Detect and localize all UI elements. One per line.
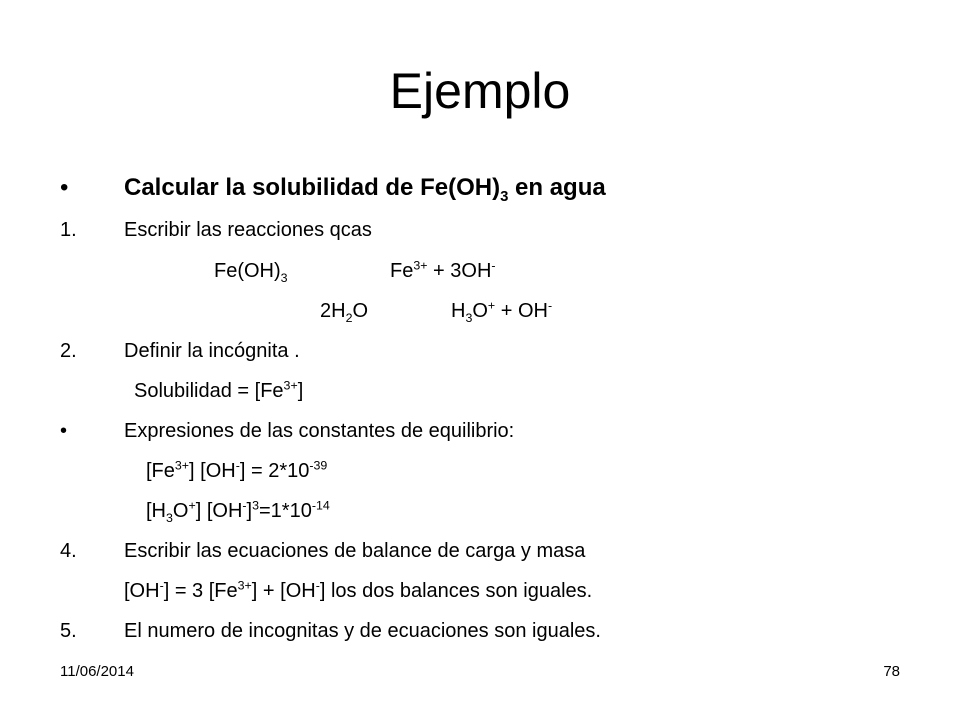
balance-c: ] + [OH <box>251 580 316 602</box>
expr-1-c-sup: -39 <box>309 458 328 473</box>
step-5-text: El numero de incognitas y de ecuaciones son iguales. <box>124 620 601 642</box>
reaction-1-product-b-sup: - <box>491 258 496 273</box>
expr-2-e: =1*10 <box>259 500 312 522</box>
reaction-1-reactant-sub: 3 <box>280 271 288 285</box>
step-2-text: Definir la incógnita . <box>124 340 300 362</box>
reaction-2-product-sub: 3 <box>465 311 473 325</box>
step-4-text: Escribir las ecuaciones de balance de carga y masa <box>124 540 586 562</box>
solubility-sup: 3+ <box>283 378 298 393</box>
heading-subscript: 3 <box>500 188 509 205</box>
expressions-label: Expresiones de las constantes de equilibrio: <box>124 420 515 442</box>
expr-2-e-sup: -14 <box>311 498 330 513</box>
expr-2-b-sup: + <box>188 498 196 513</box>
expr-2-b: O <box>172 500 189 522</box>
step-number-4: 4. <box>60 540 77 562</box>
equilibrium-expression-2 <box>146 498 330 524</box>
equilibrium-expression-1 <box>146 458 327 484</box>
solubility-text: Solubilidad = [Fe <box>134 380 284 402</box>
reaction-2-reactant-b: O <box>352 300 369 322</box>
bullet-marker-2: • <box>60 420 68 442</box>
reaction-2-products <box>451 298 552 324</box>
step-number-5: 5. <box>60 620 77 642</box>
reaction-2-product-b: O <box>472 300 488 322</box>
expr-2-a-sub: 3 <box>166 511 173 525</box>
reaction-2-product-c: + OH <box>495 300 548 322</box>
balance-b: ] = 3 [Fe <box>163 580 238 602</box>
heading-text-end: en agua <box>508 174 606 201</box>
reaction-2-product-sup2: - <box>547 298 553 313</box>
expr-2-c-sup: - <box>242 498 247 513</box>
solubility-expression <box>134 378 303 404</box>
step-number-2: 2. <box>60 340 77 362</box>
expr-2-c: ] [OH <box>195 500 243 522</box>
reaction-2-reactant-a: 2H <box>320 300 346 322</box>
reaction-2-reactant <box>320 298 368 324</box>
step-1-text: Escribir las reacciones qcas <box>124 219 372 241</box>
balance-c-sup: - <box>315 578 320 593</box>
reaction-1-products <box>390 258 496 284</box>
balance-equation <box>124 578 592 604</box>
footer-date: 11/06/2014 <box>60 663 134 680</box>
balance-a-sup: - <box>159 578 164 593</box>
reaction-1-product-a-sup: 3+ <box>413 258 428 273</box>
expr-2-d-sup: 3 <box>252 498 259 513</box>
step-number-1: 1. <box>60 219 77 241</box>
expr-2-d: ] <box>246 500 253 522</box>
reaction-1-reactant-formula: Fe(OH) <box>214 260 281 282</box>
heading-line <box>124 173 606 203</box>
expr-1-a-sup: 3+ <box>174 458 190 473</box>
expr-2-a: [H <box>146 500 166 522</box>
reaction-1-product-a: Fe <box>390 260 414 282</box>
expr-1-c: ] = 2*10 <box>239 460 310 482</box>
reaction-2-product-sup: + <box>487 298 496 313</box>
bullet-marker: • <box>60 174 69 201</box>
expr-1-b: ] [OH <box>189 460 236 482</box>
solubility-end: ] <box>297 380 304 402</box>
reaction-2-reactant-sub: 2 <box>345 311 353 325</box>
expr-1-b-sup: - <box>235 458 240 473</box>
reaction-1-product-b: + 3OH <box>427 260 492 282</box>
expr-1-a: [Fe <box>146 460 175 482</box>
reaction-2-product-a: H <box>451 300 466 322</box>
footer-page-number: 78 <box>883 663 900 680</box>
balance-b-sup: 3+ <box>237 578 252 593</box>
balance-a: [OH <box>124 580 160 602</box>
slide-title: Ejemplo <box>389 63 571 119</box>
heading-text: Calcular la solubilidad de Fe(OH) <box>124 174 501 201</box>
reaction-1-reactant <box>214 258 288 284</box>
balance-d: ] los dos balances son iguales. <box>319 580 593 602</box>
